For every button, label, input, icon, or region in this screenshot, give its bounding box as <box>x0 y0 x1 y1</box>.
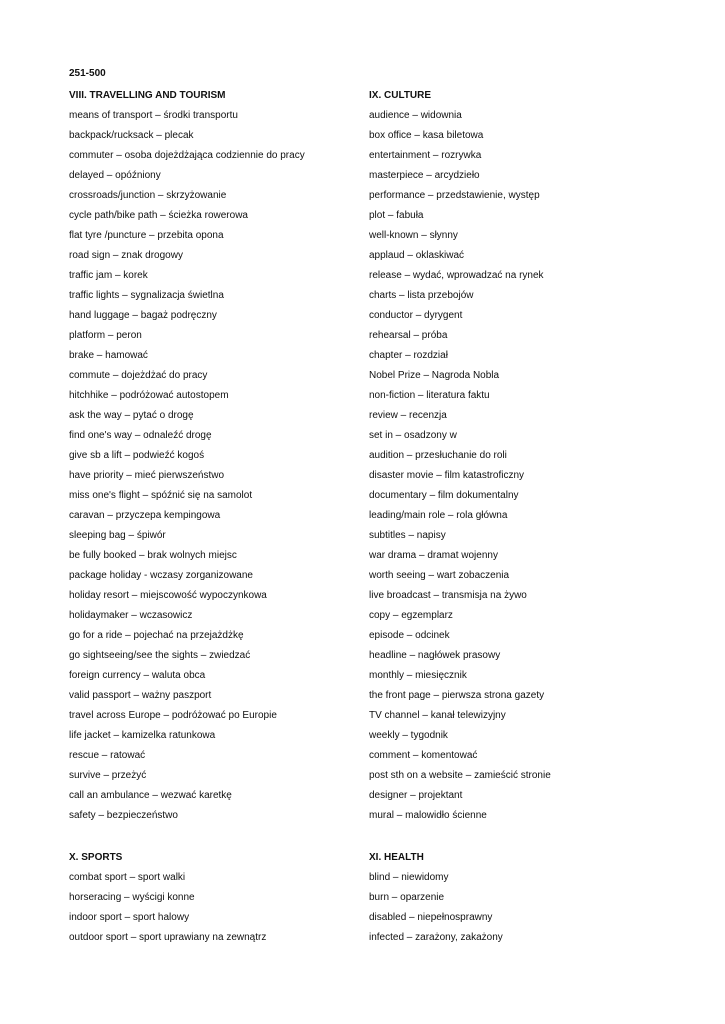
vocab-item: episode – odcinek <box>369 630 450 641</box>
vocab-item: go for a ride – pojechać na przejażdżkę <box>69 630 244 641</box>
vocab-item: commuter – osoba dojeżdżająca codziennie do pracy <box>69 150 305 161</box>
vocab-item: Nobel Prize – Nagroda Nobla <box>369 370 500 381</box>
vocab-list-health <box>369 869 669 949</box>
vocab-item: platform – peron <box>69 330 142 341</box>
vocab-item: traffic lights – sygnalizacja świetlna <box>69 290 224 301</box>
vocab-item: TV channel – kanał telewizyjny <box>369 710 506 721</box>
vocab-list-culture <box>369 107 669 827</box>
vocab-item: rescue – ratować <box>69 750 146 761</box>
vocab-item: find one's way – odnaleźć drogę <box>69 430 212 441</box>
vocab-list-travelling <box>69 107 369 827</box>
vocab-item: blind – niewidomy <box>369 872 449 883</box>
vocab-item: outdoor sport – sport uprawiany na zewnątrz <box>69 932 267 943</box>
section-travelling <box>69 87 369 827</box>
vocab-item: charts – lista przebojów <box>369 290 474 301</box>
vocab-item: traffic jam – korek <box>69 270 148 281</box>
vocab-item: valid passport – ważny paszport <box>69 690 212 701</box>
vocab-item: miss one's flight – spóźnić się na samolot <box>69 490 253 501</box>
vocab-item: applaud – oklaskiwać <box>369 250 465 261</box>
vocab-item: ask the way – pytać o drogę <box>69 410 194 421</box>
vocab-item: combat sport – sport walki <box>69 872 186 883</box>
vocab-item: war drama – dramat wojenny <box>369 550 498 561</box>
section-heading-sports: X. SPORTS <box>69 852 123 863</box>
section-heading-culture: IX. CULTURE <box>369 90 432 101</box>
vocab-item: conductor – dyrygent <box>369 310 463 321</box>
vocab-list-sports <box>69 869 369 949</box>
vocab-item: disabled – niepełnosprawny <box>369 912 493 923</box>
vocab-item: horseracing – wyścigi konne <box>69 892 195 903</box>
vocab-item: holiday resort – miejscowość wypoczynkowa <box>69 590 267 601</box>
section-heading-health: XI. HEALTH <box>369 852 424 863</box>
vocab-item: audience – widownia <box>369 110 462 121</box>
vocab-item: weekly – tygodnik <box>369 730 448 741</box>
vocab-item: have priority – mieć pierwszeństwo <box>69 470 225 481</box>
section-heading-travelling: VIII. TRAVELLING AND TOURISM <box>69 90 226 101</box>
vocab-item: call an ambulance – wezwać karetkę <box>69 790 232 801</box>
vocab-item: cycle path/bike path – ścieżka rowerowa <box>69 210 248 221</box>
vocab-item: flat tyre /puncture – przebita opona <box>69 230 224 241</box>
vocab-item: commute – dojeżdżać do pracy <box>69 370 208 381</box>
vocab-item: plot – fabuła <box>369 210 424 221</box>
vocab-item: brake – hamować <box>69 350 148 361</box>
section-sports <box>69 849 369 949</box>
vocab-item: indoor sport – sport halowy <box>69 912 190 923</box>
vocab-item: disaster movie – film katastroficzny <box>369 470 525 481</box>
vocab-item: documentary – film dokumentalny <box>369 490 519 501</box>
vocab-item: hand luggage – bagaż podręczny <box>69 310 217 321</box>
vocab-item: the front page – pierwsza strona gazety <box>369 690 545 701</box>
vocab-item: comment – komentować <box>369 750 478 761</box>
vocab-item: well-known – słynny <box>369 230 458 241</box>
vocab-item: headline – nagłówek prasowy <box>369 650 501 661</box>
vocab-item: hitchhike – podróżować autostopem <box>69 390 229 401</box>
vocab-item: set in – osadzony w <box>369 430 457 441</box>
section-health <box>369 849 669 949</box>
vocab-item: crossroads/junction – skrzyżowanie <box>69 190 227 201</box>
vocab-item: box office – kasa biletowa <box>369 130 484 141</box>
vocab-item: infected – zarażony, zakażony <box>369 932 503 943</box>
vocab-item: release – wydać, wprowadzać na rynek <box>369 270 544 281</box>
vocab-item: caravan – przyczepa kempingowa <box>69 510 221 521</box>
vocab-item: leading/main role – rola główna <box>369 510 508 521</box>
vocab-item: masterpiece – arcydzieło <box>369 170 480 181</box>
vocab-item: safety – bezpieczeństwo <box>69 810 178 821</box>
range-label: 251-500 <box>69 68 106 79</box>
vocab-item: post sth on a website – zamieścić stronie <box>369 770 551 781</box>
vocab-item: holidaymaker – wczasowicz <box>69 610 193 621</box>
vocab-item: designer – projektant <box>369 790 463 801</box>
vocab-item: road sign – znak drogowy <box>69 250 183 261</box>
vocab-item: survive – przeżyć <box>69 770 147 781</box>
vocab-item: non-fiction – literatura faktu <box>369 390 490 401</box>
vocab-item: delayed – opóźniony <box>69 170 161 181</box>
vocab-item: entertainment – rozrywka <box>369 150 482 161</box>
vocab-item: live broadcast – transmisja na żywo <box>369 590 527 601</box>
vocab-item: monthly – miesięcznik <box>369 670 467 681</box>
vocab-item: means of transport – środki transportu <box>69 110 238 121</box>
vocab-item: life jacket – kamizelka ratunkowa <box>69 730 216 741</box>
vocab-item: package holiday - wczasy zorganizowane <box>69 570 253 581</box>
vocab-item: worth seeing – wart zobaczenia <box>369 570 510 581</box>
vocab-item: copy – egzemplarz <box>369 610 453 621</box>
vocab-item: rehearsal – próba <box>369 330 448 341</box>
vocab-item: go sightseeing/see the sights – zwiedzać <box>69 650 251 661</box>
vocab-item: burn – oparzenie <box>369 892 445 903</box>
vocab-item: review – recenzja <box>369 410 447 421</box>
vocab-item: sleeping bag – śpiwór <box>69 530 166 541</box>
section-culture <box>369 87 669 827</box>
vocab-item: backpack/rucksack – plecak <box>69 130 194 141</box>
vocab-item: travel across Europe – podróżować po Europie <box>69 710 277 721</box>
vocab-item: foreign currency – waluta obca <box>69 670 206 681</box>
vocab-item: subtitles – napisy <box>369 530 446 541</box>
vocab-item: performance – przedstawienie, występ <box>369 190 540 201</box>
vocab-item: be fully booked – brak wolnych miejsc <box>69 550 237 561</box>
vocab-item: give sb a lift – podwieźć kogoś <box>69 450 205 461</box>
vocab-item: mural – malowidło ścienne <box>369 810 487 821</box>
vocab-item: audition – przesłuchanie do roli <box>369 450 507 461</box>
vocab-item: chapter – rozdział <box>369 350 448 361</box>
